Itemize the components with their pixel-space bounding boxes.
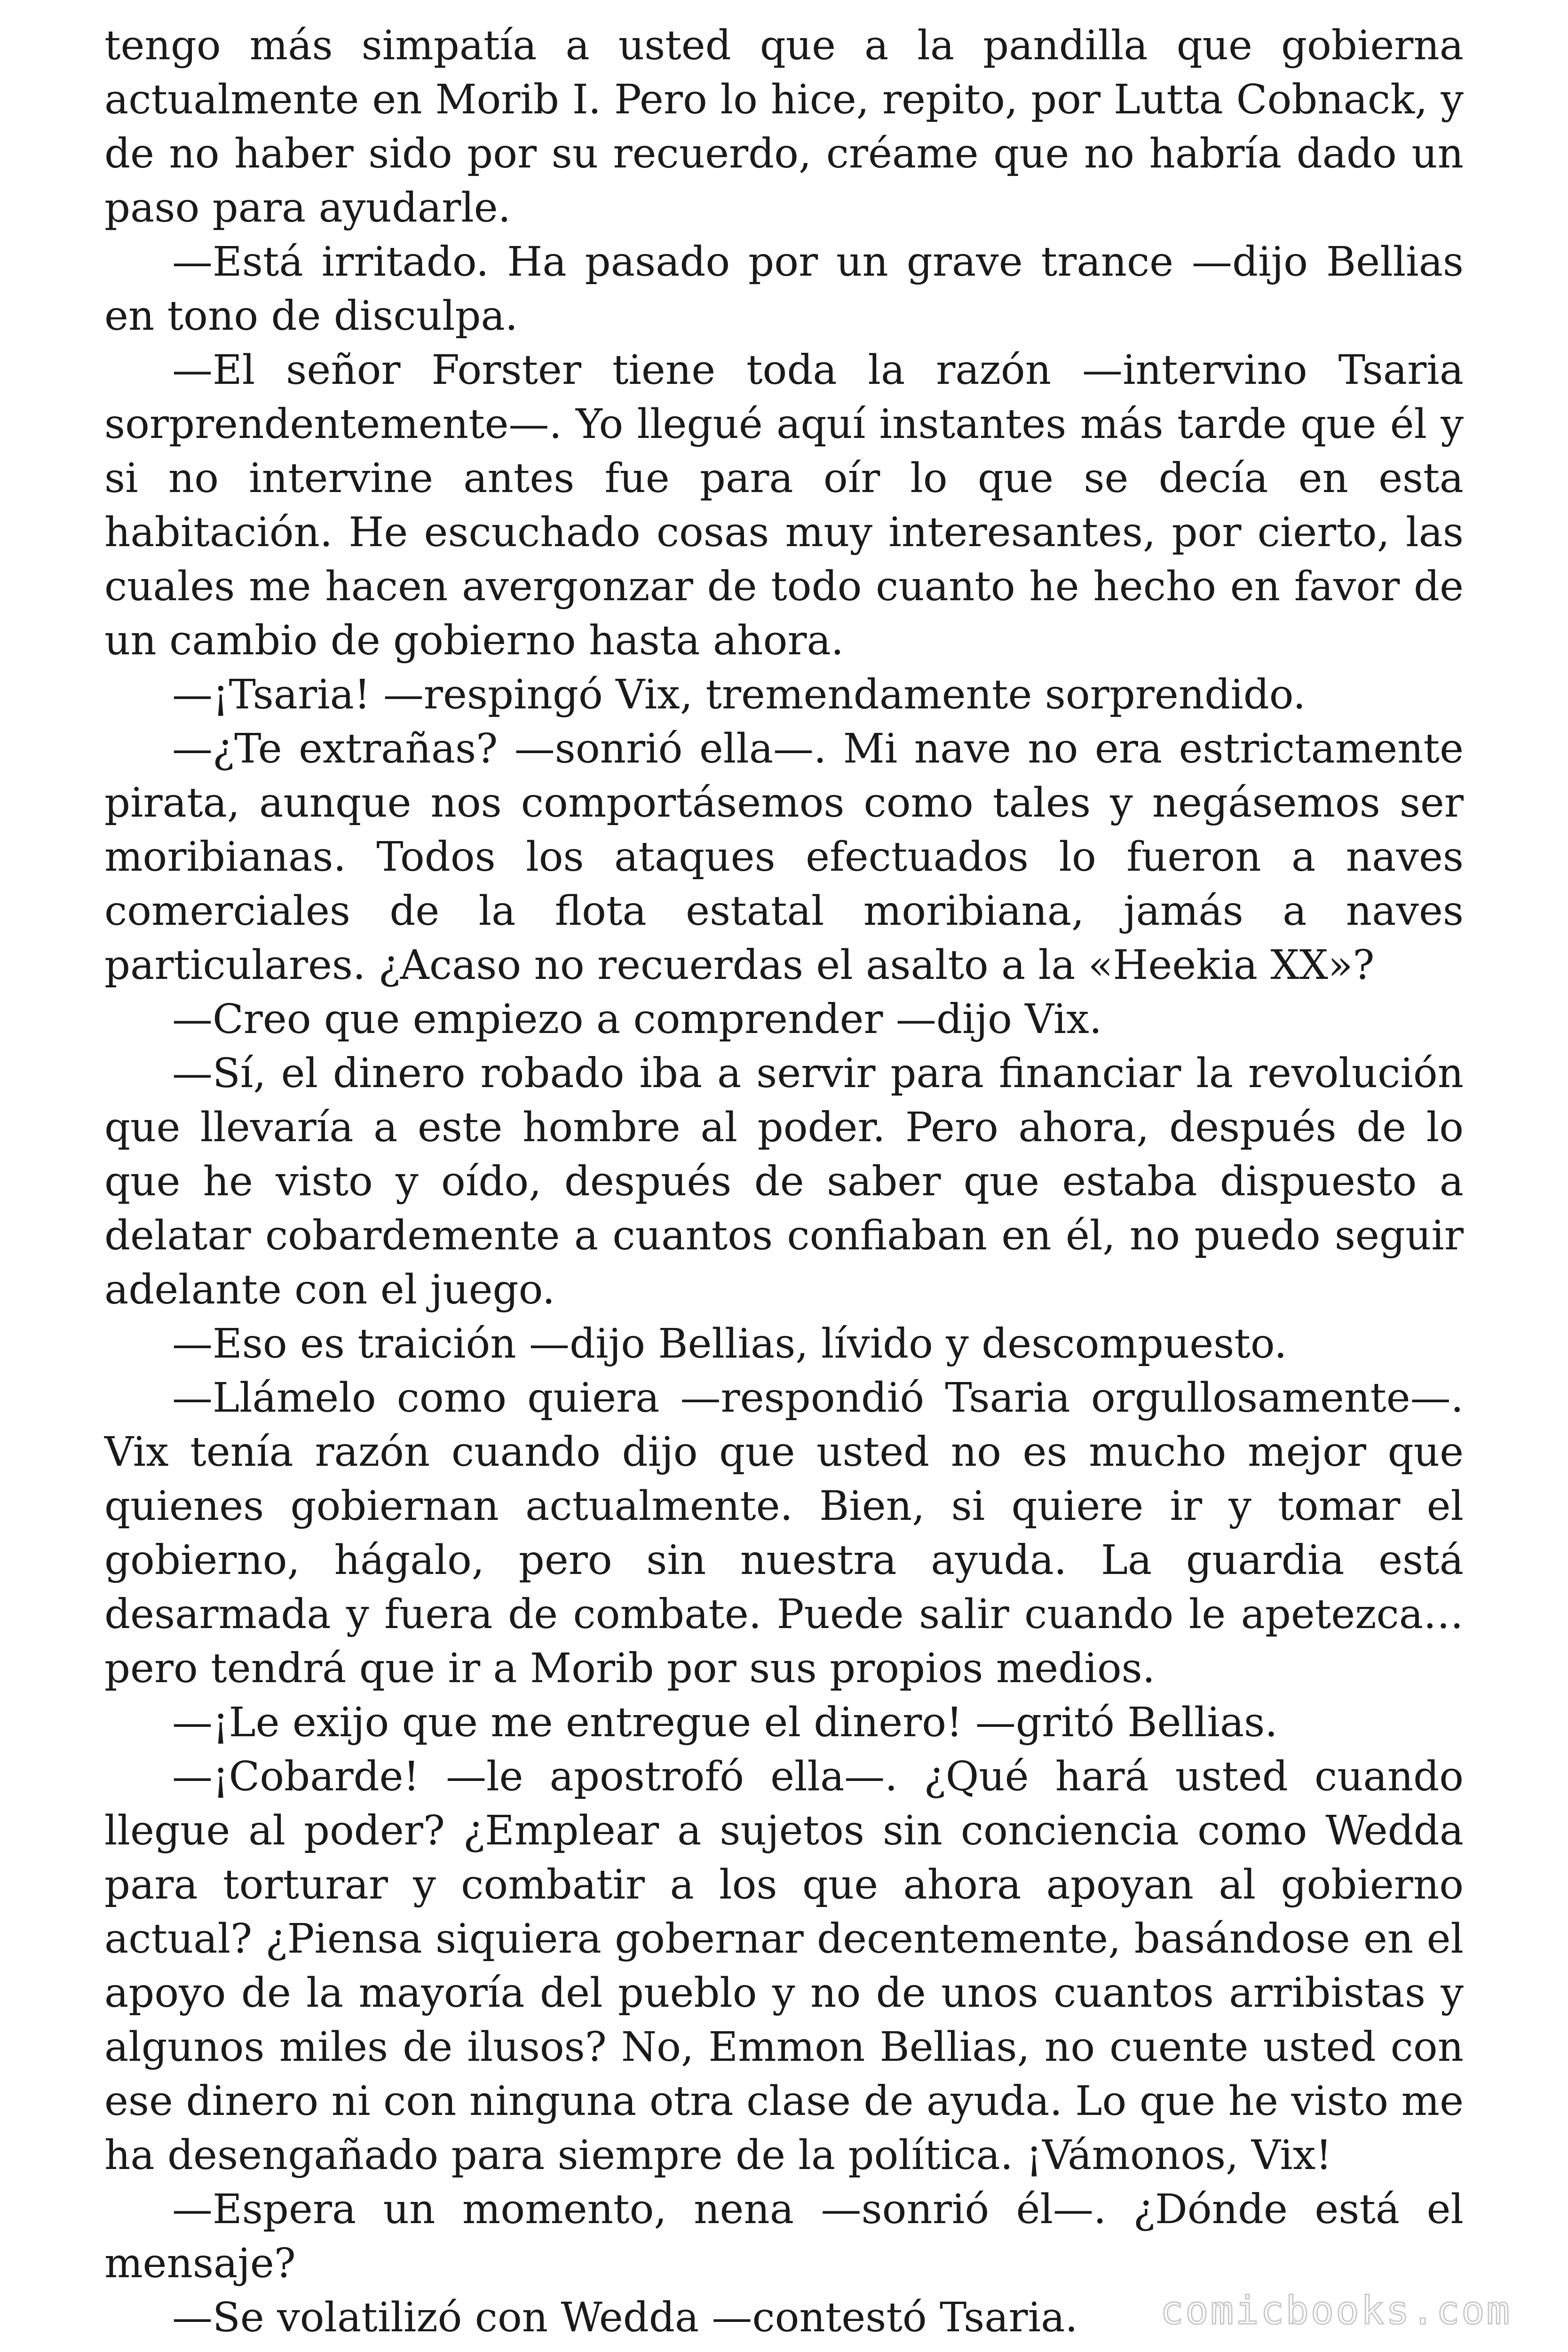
paragraph: —Espera un momento, nena —sonrió él—. ¿Dónde está el mensaje? xyxy=(104,2186,1464,2287)
paragraph: —Se volatilizó con Wedda —contestó Tsaria. xyxy=(172,2294,1078,2341)
paragraph: —Llámelo como quiera —respondió Tsaria orgullosamente—. Vix tenía razón cuando dijo que usted no es mucho mejor que quienes gobiernan actualmente. Bien, si quiere ir y tomar el gobierno, hágalo, pero sin nuestra ayuda. La guardia está desarmada y fuera de combate. Puede salir cuando le apetezca… pero tendrá que ir a Morib por sus propios medios. xyxy=(104,1375,1464,1692)
paragraph: —¡Cobarde! —le apostrofó ella—. ¿Qué hará usted cuando llegue al poder? ¿Emplear a sujetos sin conciencia como Wedda para torturar y combatir a los que ahora apoyan al gobierno actual? ¿Piensa siquiera gobernar decentemente, basándose en el apoyo de la mayoría del pueblo y no de unos cuantos arribistas y algunos miles de ilusos? No, Emmon Bellias, no cuente usted con ese dinero ni con ninguna otra clase de ayuda. Lo que he visto me ha desengañado para siempre de la política. ¡Vámonos, Vix! xyxy=(104,1753,1464,2179)
book-page-text xyxy=(104,19,1464,2345)
paragraph: —¡Tsaria! —respingó Vix, tremendamente sorprendido. xyxy=(172,671,1306,718)
paragraph: —Está irritado. Ha pasado por un grave trance —dijo Bellias en tono de disculpa. xyxy=(104,238,1464,340)
watermark: comicbooks.com xyxy=(1160,2288,1512,2333)
paragraph: —El señor Forster tiene toda la razón —intervino Tsaria sorprendentemente—. Yo llegué aquí instantes más tarde que él y si no intervine antes fue para oír lo que se decía en esta habitación. He escuchado cosas muy interesantes, por cierto, las cuales me hacen avergonzar de todo cuanto he hecho en favor de un cambio de gobierno hasta ahora. xyxy=(104,347,1464,664)
paragraph: —Eso es traición —dijo Bellias, lívido y descompuesto. xyxy=(172,1320,1287,1367)
paragraph: —¡Le exijo que me entregue el dinero! —gritó Bellias. xyxy=(172,1699,1278,1746)
paragraph: —¿Te extrañas? —sonrió ella—. Mi nave no era estrictamente pirata, aunque nos comportásemos como tales y negásemos ser moribianas. Todos los ataques efectuados lo fueron a naves comerciales de la flota estatal moribiana, jamás a naves particulares. ¿Acaso no recuerdas el asalto a la «Heekia XX»? xyxy=(104,725,1464,989)
paragraph: —Creo que empiezo a comprender —dijo Vix. xyxy=(172,996,1102,1043)
paragraph: —Sí, el dinero robado iba a servir para financiar la revolución que llevaría a este hombre al poder. Pero ahora, después de lo que he visto y oído, después de saber que estaba dispuesto a delatar cobardemente a cuantos confiaban en él, no puedo seguir adelante con el juego. xyxy=(104,1050,1464,1313)
paragraph: tengo más simpatía a usted que a la pandilla que gobierna actualmente en Morib I. Pero lo hice, repito, por Lutta Cobnack, y de no haber sido por su recuerdo, créame que no habría dado un paso para ayudarle. xyxy=(104,22,1464,231)
